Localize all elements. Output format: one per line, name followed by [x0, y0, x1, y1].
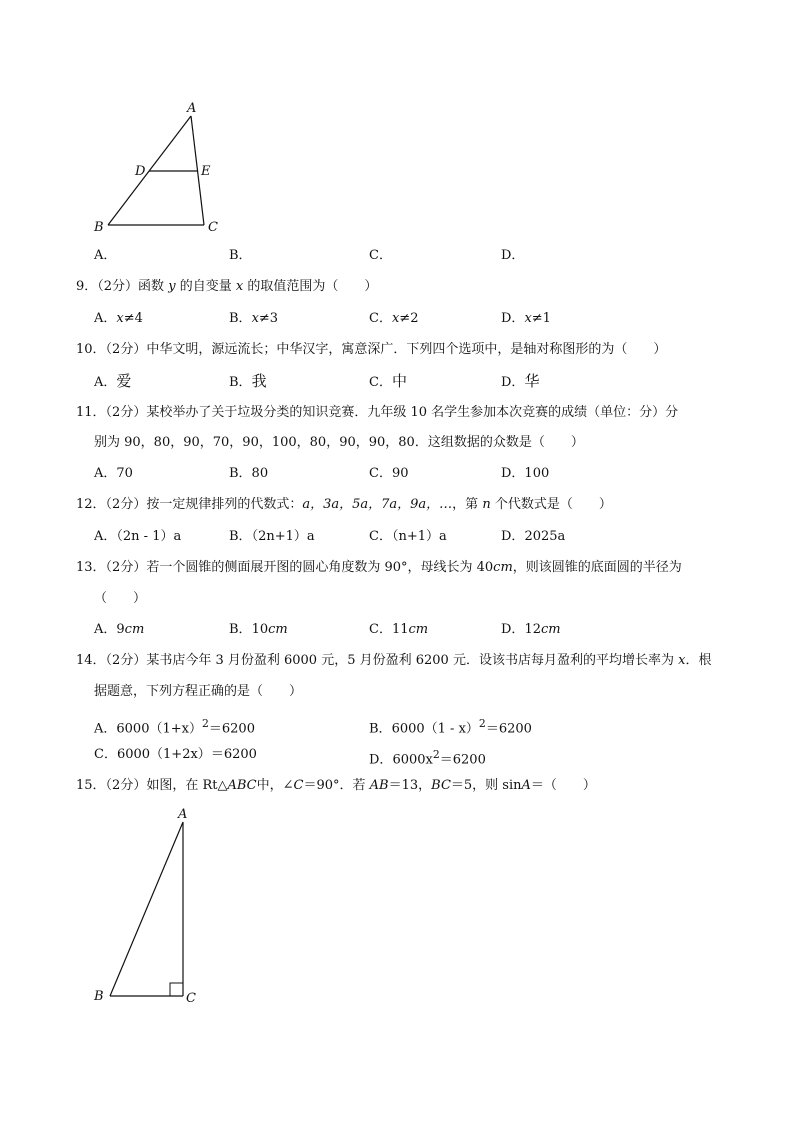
q14-d-label: D．: [369, 752, 393, 768]
q13-b-val: 10: [251, 622, 269, 637]
q11-option-c: C．90: [369, 466, 409, 481]
q9-b-val: ≠3: [258, 311, 279, 326]
q13-stem-unit: cm: [493, 560, 513, 575]
q13-stem-post: ，则该圆锥的底面圆的半径为: [512, 560, 682, 575]
q12-a-label: A．: [94, 529, 117, 544]
q14-b-rhs: ＝6200: [485, 721, 532, 737]
vertex-label-a: A: [178, 807, 188, 822]
q13-d-val: 12: [524, 622, 541, 637]
q9-a-val: ≠4: [123, 311, 143, 326]
q10-d-label: D．: [501, 375, 525, 390]
right-angle-marker: [170, 983, 183, 996]
q10-b-label: B．: [229, 375, 252, 390]
q11-option-d: D．100: [501, 466, 550, 481]
q13-d-unit: cm: [540, 622, 561, 637]
q13-a-unit: cm: [124, 622, 145, 637]
q12-stem-mid: ，第: [452, 497, 479, 512]
q14-stem-post: ．根: [685, 653, 712, 668]
q12-d-expr: 2025a: [524, 529, 566, 544]
q12-a-expr: （2n - 1）a: [116, 529, 182, 544]
q12-stem-seq: a，3a，5a，7a，9a，…: [302, 497, 453, 512]
q14-d-exp: 2: [432, 748, 440, 761]
q8-option-d: D．: [501, 248, 525, 263]
q9-stem-y: y: [168, 279, 176, 294]
q15-stem-mid4: ＝5，则 sin: [450, 778, 522, 793]
q15-stem-post: ＝（ ）: [530, 778, 596, 793]
q15-stem-mid3: ＝13，: [388, 778, 432, 793]
q14-b-label: B．: [369, 721, 392, 737]
q14-stem-pre: 14．（2分）某书店今年 3 月份盈利 6000 元，5 月份盈利 6200 元．设该书店每月盈利的平均增长率为: [76, 653, 674, 668]
q9-c-val: ≠2: [399, 311, 419, 326]
q13-a-val: 9: [116, 622, 125, 637]
q8-option-a: A．: [94, 248, 117, 263]
q9-a-var: x: [116, 311, 124, 326]
q10-c-label: C．: [369, 375, 392, 390]
q8-option-c: C．: [369, 248, 392, 263]
vertex-label-d: D: [135, 164, 146, 179]
q12-stem-n: n: [482, 497, 491, 512]
q12-b-label: B．: [229, 529, 252, 544]
q13-c-unit: cm: [408, 622, 429, 637]
q15-stem-mid1: 中，∠: [256, 778, 294, 793]
q10-c-char: 中: [391, 372, 407, 390]
q9-stem-x: x: [235, 279, 244, 294]
q15-stem-mid2: ＝90°．若: [303, 778, 366, 793]
q10-a-label: A．: [94, 375, 117, 390]
q9-d-label: D．: [501, 311, 525, 326]
q9-stem-pre: 9．（2分）函数: [76, 279, 165, 294]
q11-stem-line2: 别为 90，80，90，70，90，100，80，90，90，80．这组数据的众数是（ ）: [94, 435, 584, 450]
q14-d-expr: 6000x: [392, 752, 433, 768]
q14-c-rhs: ＝6200: [210, 747, 257, 762]
q10-stem: 10．（2分）中华文明，源远流长；中华汉字，寓意深广．下列四个选项中，是轴对称图形的为（ ）: [76, 342, 667, 357]
q14-b-exp: 2: [478, 717, 486, 730]
q10-b-char: 我: [251, 372, 267, 390]
q12-stem-pre: 12．（2分）按一定规律排列的代数式：: [76, 497, 303, 512]
q14-a-expr: 6000（1+x）: [116, 721, 202, 737]
q12-c-label: C．: [369, 529, 392, 544]
q14-b-expr: 6000（1 - x）: [391, 721, 479, 737]
q12-b-expr: （2n+1）a: [251, 529, 315, 544]
q9-stem-post: 的取值范围为（ ）: [247, 279, 378, 294]
q15-stem-pre: 15．（2分）如图，在 Rt△: [76, 778, 228, 793]
vertex-label-b: B: [94, 220, 104, 235]
q11-option-b: B．80: [229, 466, 269, 481]
q13-b-unit: cm: [268, 622, 288, 637]
q14-stem-line2: 据题意，下列方程正确的是（ ）: [94, 684, 303, 699]
q10-d-char: 华: [524, 372, 540, 390]
q14-stem-x: x: [678, 653, 686, 668]
q9-d-val: ≠1: [531, 311, 551, 326]
vertex-label-b: B: [94, 989, 104, 1004]
q12-stem-post: 个代数式是（ ）: [494, 497, 612, 512]
q15-stem-a: A: [521, 778, 531, 793]
q13-d-label: D．: [501, 622, 525, 637]
q11-stem-line1: 11．（2分）某校举办了关于垃圾分类的知识竞赛．九年级 10 名学生参加本次竞赛的成绩（单位：分）分: [76, 405, 679, 420]
q9-c-label: C．: [369, 311, 392, 326]
q14-d-rhs: ＝6200: [439, 752, 486, 768]
q13-stem-pre: 13．（2分）若一个圆锥的侧面展开图的圆心角度数为 90°，母线长为 40: [76, 560, 494, 575]
vertex-label-e: E: [201, 164, 211, 179]
q15-stem-abc: ABC: [227, 778, 257, 793]
q14-c-expr: 6000（1+2x）: [116, 747, 211, 762]
q15-stem-bc: BC: [431, 778, 451, 793]
vertex-label-c: C: [186, 991, 196, 1006]
q9-b-label: B．: [229, 311, 252, 326]
q14-a-exp: 2: [201, 717, 209, 730]
q14-a-label: A．: [94, 721, 117, 737]
q13-c-label: C．: [369, 622, 392, 637]
vertex-label-c: C: [208, 220, 218, 235]
q13-a-label: A．: [94, 622, 117, 637]
q13-c-val: 11: [391, 622, 409, 637]
q12-d-label: D．: [501, 529, 525, 544]
q15-stem-ab: AB: [369, 778, 389, 793]
q11-option-a: A．70: [94, 466, 133, 481]
q9-d-var: x: [524, 311, 532, 326]
q9-stem-mid: 的自变量: [179, 279, 232, 294]
q15-stem-c: C: [293, 778, 304, 793]
q14-a-rhs: ＝6200: [208, 721, 255, 737]
vertex-label-a: A: [187, 101, 197, 116]
q8-option-b: B．: [229, 248, 252, 263]
q12-c-expr: （n+1）a: [391, 529, 447, 544]
q10-a-char: 爱: [116, 372, 132, 390]
q13-stem-line2: （ ）: [94, 591, 147, 606]
q9-c-var: x: [391, 311, 400, 326]
q14-c-label: C．: [94, 747, 117, 762]
q9-a-label: A．: [94, 311, 117, 326]
q13-b-label: B．: [229, 622, 252, 637]
q9-b-var: x: [251, 311, 259, 326]
